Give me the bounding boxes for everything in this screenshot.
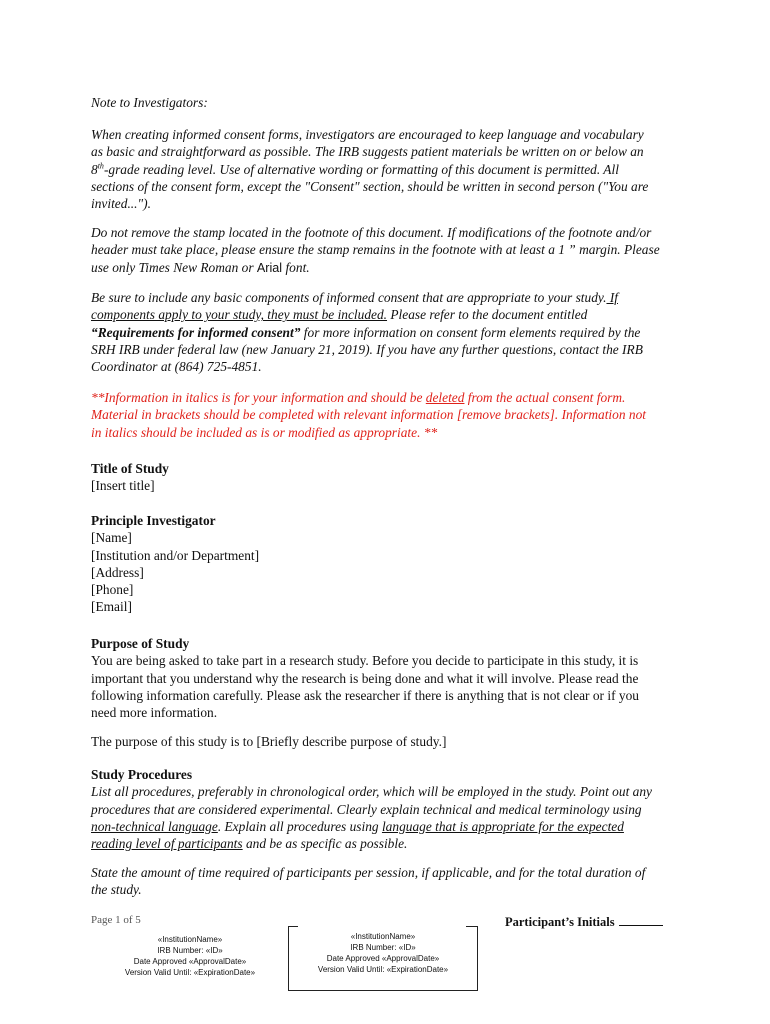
note-heading: Note to Investigators: [91,95,208,110]
procedures-line: procedures that are considered experimental. Clearly explain technical and medical terminology using [91,801,642,817]
time-line: State the amount of time required of participants per session, if applicable, and for the total duration of [91,865,646,880]
irb-stamp-box [288,926,478,991]
grade-number: 8 [91,161,98,177]
procedures-line: List all procedures, preferably in chronological order, which will be employed in the study. Point out any [91,784,652,800]
note-p3-text: Please refer to the document entitled [387,307,588,323]
procedures-underlined: language that is appropriate for the expected [381,818,624,834]
note-p3-line [91,306,681,323]
time-line: the study. [91,882,142,898]
title-of-study-heading: Title of Study [91,461,169,476]
note-p3-text: Be sure to include any basic components of informed consent that are appropriate to your study. [91,290,607,305]
procedures-underlined: non-technical language [91,818,218,834]
study-procedures-section [91,766,681,852]
note-p1-line: invited..."). [91,196,151,212]
arial-word: Arial [256,260,283,275]
footer-stamp-left [95,934,285,978]
pi-heading: Principle Investigator [91,513,216,528]
note-paragraph-2 [91,224,681,277]
note-p1-line: When creating informed consent forms, investigators are encouraged to keep language and vocabulary [91,127,644,142]
note-p3-underlined: If [606,290,618,305]
note-p1-text: -grade reading level. Use of alternative wording or formatting of this document is permitted. All [103,161,619,177]
purpose-line: need more information. [91,705,218,721]
stamp-irb-number: IRB Number: «ID» [157,946,223,955]
stamp-valid-until: Version Valid Until: «ExpirationDate» [124,968,256,977]
stamp-valid-until: Version Valid Until: «ExpirationDate» [317,965,449,974]
pi-phone: [Phone] [91,582,134,598]
pi-institution: [Institution and/or Department] [91,547,260,563]
note-to-investigators [91,94,681,111]
note-p2-line: Do not remove the stamp located in the footnote of this document. If modifications of the footnote and/or [91,225,652,240]
note-p3-text: for more information on consent form elements required by the [300,324,641,340]
page-number: Page 1 of 5 [91,914,141,926]
note-paragraph-3 [91,289,681,375]
procedures-underlined: reading level of participants [91,836,243,852]
purpose-line: following information carefully. Please ask the researcher if there is anything that is not clear or if you [91,687,639,703]
procedures-line [91,818,681,835]
requirements-doc-title: “Requirements for informed consent” [91,324,301,340]
note-p2-text: font. [282,259,310,275]
red-note-line: Material in brackets should be completed with relevant information [remove brackets]. Information not [91,407,647,423]
title-of-study-section [91,460,681,495]
note-p2-text: use only Times New Roman or [91,259,257,275]
stamp-date-approved: Date Approved «ApprovalDate» [326,954,440,963]
principal-investigator-section [91,512,681,616]
pi-name: [Name] [91,530,132,546]
red-note-line: in italics should be included as is or modified as appropriate. ** [91,424,438,440]
deleted-word: deleted [425,390,465,405]
note-p2-line [91,259,681,277]
stamp-date-approved: Date Approved «ApprovalDate» [133,957,247,966]
irb-stamp-text [289,931,477,975]
purpose-heading: Purpose of Study [91,636,190,651]
procedures-text: . Explain all procedures using [217,818,382,834]
note-p1-line [91,161,681,178]
pi-email: [Email] [91,599,132,615]
note-p3-underlined: components apply to your study, they must be included. [91,307,388,323]
purpose-line: important that you understand why the research is being done and what it will involve. Please read the [91,670,639,686]
procedures-heading: Study Procedures [91,767,193,782]
stamp-institution: «InstitutionName» [350,932,416,941]
note-p1-line: sections of the consent form, except the "Consent" section, should be written in second person ("You are [91,178,649,194]
note-p3-line [91,289,681,306]
purpose-statement-line: The purpose of this study is to [Briefly describe purpose of study.] [91,734,447,749]
red-note-text: **Information in italics is for your information and should be [91,390,426,405]
red-note-text: from the actual consent form. [464,390,626,405]
red-note-line [91,389,681,406]
note-p1-line: as basic and straightforward as possible. The IRB suggests patient materials be written on or below an [91,144,644,160]
purpose-line: You are being asked to take part in a research study. Before you decide to participate in this study, it is [91,653,639,669]
procedures-line [91,835,681,852]
pi-address: [Address] [91,564,144,580]
stamp-irb-number: IRB Number: «ID» [350,943,416,952]
grade-superscript: th [97,161,104,171]
title-of-study-value: [Insert title] [91,478,155,494]
initials-label: Participant’s Initials [505,915,615,929]
initials-blank[interactable] [619,914,663,926]
note-p2-line: header must take place, please ensure the stamp remains in the footnote with at least a 1 ” margin. Please [91,242,660,258]
time-requirement-instruction [91,864,681,899]
purpose-statement [91,733,681,750]
note-p3-line [91,324,681,341]
note-p3-line: SRH IRB under federal law (new January 21, 2019). If you have any further questions, contact the IRB [91,341,643,357]
participant-initials [505,914,663,930]
italics-instruction-note [91,389,681,441]
note-paragraph-1 [91,126,681,212]
note-p3-line: Coordinator at (864) 725-4851. [91,359,262,375]
purpose-of-study-section [91,635,681,721]
procedures-text: and be as specific as possible. [242,836,408,852]
stamp-institution: «InstitutionName» [157,935,223,944]
